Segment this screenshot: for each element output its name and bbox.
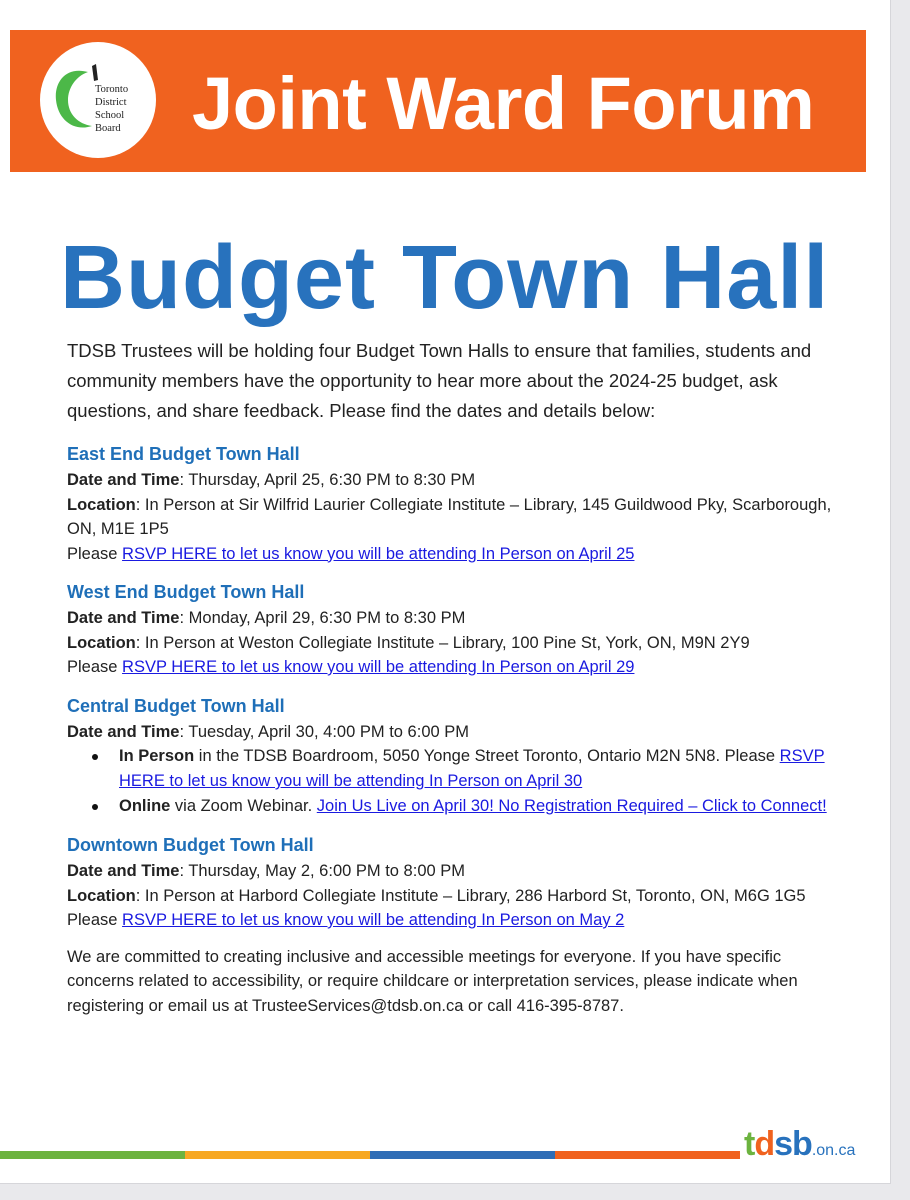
- footer-bar-segment: [0, 1151, 185, 1159]
- date-time-value: : Thursday, April 25, 6:30 PM to 8:30 PM: [179, 471, 476, 489]
- location-value: : In Person at Sir Wilfrid Laurier Collegiate Institute – Library, 145 Guildwood Pky, Scarborough, ON, M1E 1P5: [67, 495, 832, 538]
- rsvp-line: [67, 655, 847, 680]
- date-time-label: Date and Time: [67, 609, 180, 627]
- east-end-section: [67, 440, 847, 566]
- location-label: Location: [67, 633, 136, 652]
- online-label: Online: [119, 797, 171, 815]
- footer-logo-suffix: .on.ca: [811, 1142, 856, 1159]
- tdsb-footer-logo: [744, 1124, 855, 1171]
- rsvp-line: [67, 542, 847, 567]
- location-label: Location: [67, 886, 136, 905]
- intro-paragraph: TDSB Trustees will be holding four Budget Town Halls to ensure that families, students and community members have the opportunity to hear more about the 2024-25 budget, ask questions, and share feedback. Please find the dates and details below:: [67, 340, 812, 421]
- date-time-label: Date and Time: [67, 722, 180, 741]
- rsvp-link-april-30[interactable]: RSVP HERE to let us know you will be attending In Person on April 30: [119, 747, 825, 790]
- closing-paragraph: We are committed to creating inclusive and accessible meetings for everyone. If you have specific concerns related to accessibility, or require childcare or interpretation services, please indicate when registering or email us at TrusteeServices@tdsb.on.ca or call 416-395-8787.: [67, 947, 798, 1015]
- attendance-options-list: [67, 744, 847, 819]
- zoom-join-link[interactable]: Join Us Live on April 30! No Registration Required – Click to Connect!: [316, 797, 827, 815]
- rsvp-link-may-2[interactable]: RSVP HERE to let us know you will be attending In Person on May 2: [122, 911, 625, 929]
- please-text: Please: [67, 911, 118, 929]
- please-text: Please: [67, 658, 118, 676]
- date-time-label: Date and Time: [67, 862, 180, 880]
- footer-bar-segment: [555, 1151, 740, 1159]
- date-time-value: : Tuesday, April 30, 4:00 PM to 6:00 PM: [179, 722, 469, 741]
- footer-bar-segment: [185, 1151, 370, 1159]
- section-heading: Central Budget Town Hall: [67, 695, 285, 716]
- logo-line: School: [95, 110, 125, 121]
- footer-logo-letter: b: [792, 1125, 812, 1163]
- online-text: via Zoom Webinar.: [170, 797, 317, 815]
- location-label: Location: [67, 495, 136, 514]
- date-time-line: [67, 606, 847, 631]
- footer-bar-segment: [370, 1151, 555, 1159]
- in-person-text: in the TDSB Boardroom, 5050 Yonge Street Toronto, Ontario M2N 5N8. Please: [194, 747, 780, 765]
- date-time-line: [67, 720, 847, 745]
- date-time-line: [67, 468, 847, 493]
- date-time-label: Date and Time: [67, 471, 180, 489]
- location-value: : In Person at Harbord Collegiate Institute – Library, 286 Harbord St, Toronto, ON, M6G 1G5: [135, 886, 806, 905]
- location-line: [67, 884, 847, 909]
- rsvp-link-april-25[interactable]: RSVP HERE to let us know you will be attending In Person on April 25: [122, 544, 635, 563]
- list-item-in-person: [67, 744, 847, 794]
- location-value: : In Person at Weston Collegiate Institute – Library, 100 Pine St, York, ON, M9N 2Y9: [135, 633, 750, 652]
- downtown-section: [67, 831, 847, 933]
- section-heading: West End Budget Town Hall: [67, 582, 305, 602]
- tdsb-logo: [40, 42, 156, 158]
- banner-title: Joint Ward Forum: [192, 62, 815, 145]
- header-banner: [10, 30, 866, 172]
- logo-line: Toronto: [95, 84, 129, 95]
- location-line: [67, 493, 847, 542]
- central-section: [67, 692, 847, 820]
- logo-text: [95, 83, 151, 135]
- in-person-label: In Person: [119, 747, 195, 765]
- rsvp-line: [67, 908, 847, 933]
- page-title: Budget Town Hall: [60, 228, 830, 328]
- location-line: [67, 631, 847, 656]
- date-time-value: : Thursday, May 2, 6:00 PM to 8:00 PM: [179, 862, 466, 880]
- date-time-value: : Monday, April 29, 6:30 PM to 8:30 PM: [179, 609, 466, 627]
- section-heading: Downtown Budget Town Hall: [67, 835, 314, 855]
- footer-logo-letter: t: [744, 1125, 755, 1163]
- footer-color-bar: [0, 1151, 740, 1159]
- west-end-section: [67, 578, 847, 680]
- rsvp-link-april-29[interactable]: RSVP HERE to let us know you will be attending In Person on April 29: [122, 658, 635, 676]
- footer-logo-letter: s: [774, 1125, 793, 1163]
- logo-line: District: [95, 97, 127, 108]
- section-heading: East End Budget Town Hall: [67, 444, 300, 464]
- logo-line: Board: [95, 123, 121, 134]
- list-item-online: [67, 794, 847, 819]
- footer-logo-letter: d: [754, 1125, 775, 1163]
- date-time-line: [67, 859, 847, 884]
- main-content: [67, 336, 847, 1035]
- please-text: Please: [67, 544, 118, 563]
